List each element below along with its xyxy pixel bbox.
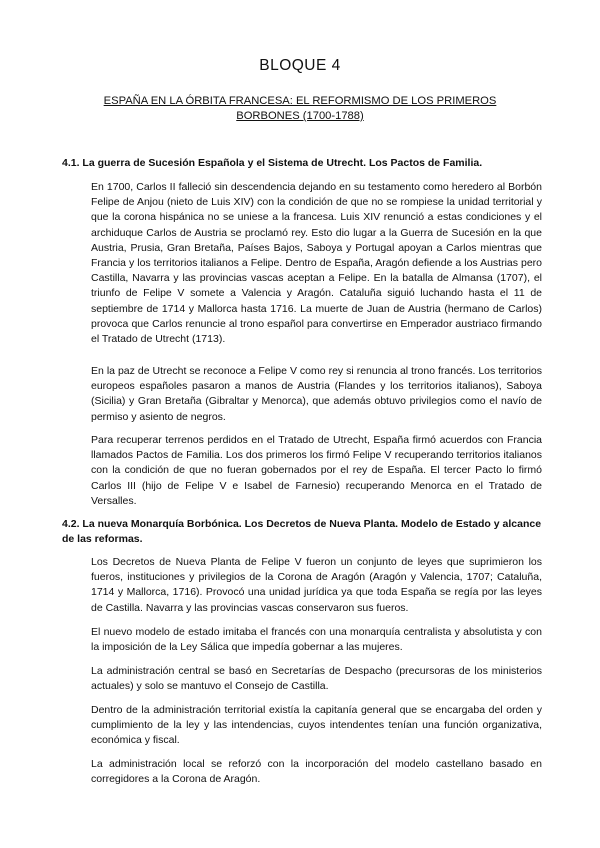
section-heading-4-2: 4.2. La nueva Monarquía Borbónica. Los Decretos de Nueva Planta. Modelo de Estado y alcance de las reformas. — [62, 518, 542, 545]
paragraph: En la paz de Utrecht se reconoce a Felipe V como rey si renuncia al trono francés. Los territorios europeos españoles pasaron a manos de Austria (Flandes y los territorios italianos), Saboya (Sicilia) y Gran Bretaña (Gibraltar y Menorca), que además obtuvo privilegios como el navío de permiso y asiento de negros. — [91, 365, 542, 423]
block-title: BLOQUE 4 — [259, 57, 341, 74]
paragraph: El nuevo modelo de estado imitaba el francés con una monarquía centralista y absolutista y con la imposición de la Ley Sálica que impedía gobernar a las mujeres. — [91, 626, 542, 654]
paragraph: Los Decretos de Nueva Planta de Felipe V fueron un conjunto de leyes que suprimieron los fueros, instituciones y privilegios de la Corona de Aragón (Aragón y Valencia, 1707; Cataluña, 1714 y Mallorca, 1716). Provocó una unidad jurídica ya que toda España se regía por las leyes de Castilla. Navarra y las provincias vascas conservaron sus fueros. — [91, 556, 542, 614]
paragraph: La administración local se reforzó con la incorporación del modelo castellano basado en corregidores a la Corona de Aragón. — [91, 758, 542, 786]
paragraph: Para recuperar terrenos perdidos en el Tratado de Utrecht, España firmó acuerdos con Francia llamados Pactos de Familia. Los dos primeros los firmó Felipe V recuperando territorios italianos con la condición de que no fueran gobernados por el rey de España. El tercer Pacto lo firmó Carlos III (hijo de Felipe V e Isabel de Farnesio) recuperando Menorca en el Tratado de Versalles. — [91, 434, 542, 507]
section-heading-4-1: 4.1. La guerra de Sucesión Española y el Sistema de Utrecht. Los Pactos de Familia. — [62, 157, 483, 169]
document-subtitle: ESPAÑA EN LA ÓRBITA FRANCESA: EL REFORMISMO DE LOS PRIMEROS BORBONES (1700-1788) — [103, 95, 497, 122]
paragraph: En 1700, Carlos II falleció sin descendencia dejando en su testamento como heredero al Borbón Felipe de Anjou (nieto de Luis XIV) con la condición de que no se rompiese la unidad territorial y que la corona hispánica no se uniese a la francesa. Luis XIV renunció a estas condiciones y el archiduque Carlos de Austria se proclamó rey. Esto dio lugar a la Guerra de Sucesión en la que Austria, Prusia, Gran Bretaña, Países Bajos, Saboya y Portugal apoyan a Carlos mientras que Francia y los territorios italianos a Felipe. Dentro de España, Aragón defiende a los Austrias pero Castilla, Navarra y las provincias vascas aceptan a Felipe. En la batalla de Almansa (1707), el triunfo de Felipe V somete a Valencia y Aragón. Cataluña siguió luchando hasta el 11 de septiembre de 1714 y Mallorca hasta 1716. La muerte de Juan de Austria (hermano de Carlos) provoca que Carlos renuncie al trono español para convertirse en Emperador austriaco firmando el Tratado de Utrecht (1713). — [91, 181, 542, 346]
paragraph: Dentro de la administración territorial existía la capitanía general que se encargaba del orden y cumplimiento de la ley y las intendencias, cuyos intendentes tenían una función organizativa, económica y fiscal. — [91, 704, 542, 747]
paragraph: La administración central se basó en Secretarías de Despacho (precursoras de los ministerios actuales) y solo se mantuvo el Consejo de Castilla. — [91, 665, 542, 693]
